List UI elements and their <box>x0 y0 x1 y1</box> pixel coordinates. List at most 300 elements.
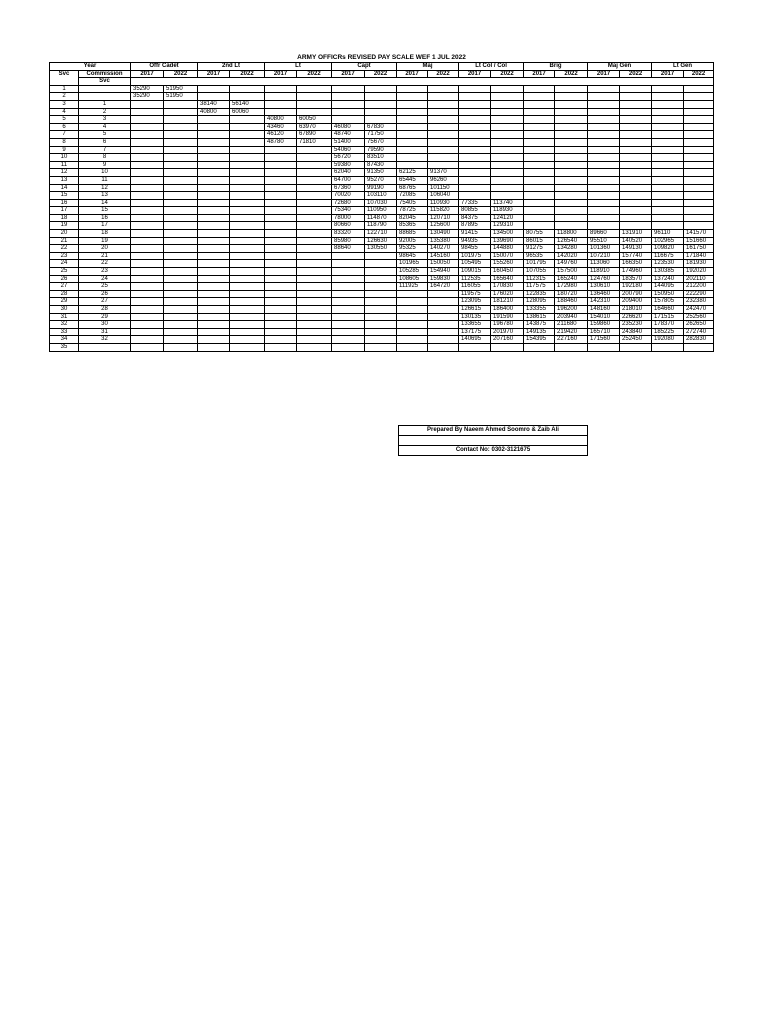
pay-cell <box>164 138 198 146</box>
pay-cell <box>684 146 714 154</box>
pay-cell <box>164 321 198 329</box>
pay-cell: 138615 <box>524 313 555 321</box>
pay-cell <box>588 93 620 101</box>
pay-cell <box>198 306 230 314</box>
pay-cell <box>230 169 265 177</box>
pay-cell <box>131 313 164 321</box>
commission-svc-cell: 5 <box>79 131 131 139</box>
pay-cell: 83510 <box>365 154 397 162</box>
header-commission: Commission <box>79 70 131 78</box>
pay-cell: 114870 <box>365 214 397 222</box>
pay-cell <box>491 176 524 184</box>
pay-cell: 232380 <box>684 298 714 306</box>
pay-cell <box>491 343 524 351</box>
pay-cell: 82045 <box>397 214 428 222</box>
pay-cell <box>428 343 459 351</box>
pay-cell <box>230 123 265 131</box>
pay-cell: 38140 <box>198 100 230 108</box>
header-year-2022: 2022 <box>164 70 198 78</box>
commission-svc-cell: 20 <box>79 245 131 253</box>
pay-cell <box>164 260 198 268</box>
pay-cell <box>620 207 652 215</box>
pay-cell <box>652 222 684 230</box>
table-row <box>50 298 714 306</box>
pay-cell <box>265 154 297 162</box>
pay-cell: 80755 <box>524 230 555 238</box>
pay-cell <box>198 207 230 215</box>
pay-cell: 212200 <box>684 283 714 291</box>
pay-cell <box>365 108 397 116</box>
pay-cell <box>198 260 230 268</box>
pay-cell <box>131 154 164 162</box>
pay-cell <box>230 328 265 336</box>
pay-cell: 209400 <box>620 298 652 306</box>
pay-cell <box>588 214 620 222</box>
header-rank-capt: Capt <box>332 63 397 71</box>
pay-cell: 181930 <box>684 260 714 268</box>
pay-cell: 91350 <box>365 169 397 177</box>
pay-cell <box>297 100 332 108</box>
pay-cell: 130610 <box>588 283 620 291</box>
pay-cell <box>365 93 397 101</box>
pay-cell: 118910 <box>588 268 620 276</box>
pay-cell: 87895 <box>459 222 491 230</box>
commission-svc-cell: 18 <box>79 230 131 238</box>
pay-cell: 171560 <box>588 336 620 344</box>
pay-cell <box>428 328 459 336</box>
commission-svc-cell: 6 <box>79 138 131 146</box>
pay-cell <box>332 336 365 344</box>
table-row <box>50 306 714 314</box>
pay-cell <box>397 100 428 108</box>
commission-svc-cell: 31 <box>79 328 131 336</box>
svc-cell: 27 <box>50 283 79 291</box>
pay-cell: 87430 <box>365 161 397 169</box>
pay-cell <box>297 154 332 162</box>
header-year-2017: 2017 <box>265 70 297 78</box>
pay-cell <box>555 154 588 162</box>
pay-cell <box>491 192 524 200</box>
header-rank-brig: Brig <box>524 63 588 71</box>
pay-cell: 171840 <box>684 252 714 260</box>
svc-cell: 10 <box>50 154 79 162</box>
pay-cell <box>198 328 230 336</box>
commission-svc-cell <box>79 85 131 93</box>
pay-cell <box>332 252 365 260</box>
pay-cell <box>684 161 714 169</box>
pay-cell: 71750 <box>365 131 397 139</box>
pay-cell <box>131 275 164 283</box>
pay-cell <box>332 108 365 116</box>
pay-cell <box>428 93 459 101</box>
svc-cell: 22 <box>50 245 79 253</box>
pay-cell <box>459 131 491 139</box>
pay-cell <box>164 222 198 230</box>
pay-cell <box>265 176 297 184</box>
pay-cell: 170830 <box>491 283 524 291</box>
pay-cell <box>428 85 459 93</box>
pay-cell: 134280 <box>555 245 588 253</box>
pay-cell <box>652 108 684 116</box>
commission-svc-cell: 11 <box>79 176 131 184</box>
pay-cell <box>524 116 555 124</box>
pay-cell <box>397 161 428 169</box>
pay-cell <box>459 146 491 154</box>
pay-cell <box>230 146 265 154</box>
pay-cell <box>459 100 491 108</box>
pay-cell: 242470 <box>684 306 714 314</box>
pay-cell: 150050 <box>428 260 459 268</box>
pay-cell <box>297 161 332 169</box>
pay-cell: 252450 <box>620 336 652 344</box>
pay-cell: 60050 <box>297 116 332 124</box>
pay-cell <box>198 336 230 344</box>
pay-cell <box>524 123 555 131</box>
table-row <box>50 169 714 177</box>
pay-cell <box>164 100 198 108</box>
pay-cell <box>230 245 265 253</box>
svc-cell: 13 <box>50 176 79 184</box>
pay-cell: 75340 <box>332 207 365 215</box>
header-year-2017: 2017 <box>332 70 365 78</box>
pay-cell: 67890 <box>297 131 332 139</box>
pay-cell <box>365 275 397 283</box>
commission-svc-cell: 19 <box>79 237 131 245</box>
pay-cell: 186400 <box>491 306 524 314</box>
pay-cell: 91415 <box>459 230 491 238</box>
table-row <box>50 275 714 283</box>
pay-cell <box>198 222 230 230</box>
svc-cell: 9 <box>50 146 79 154</box>
pay-cell <box>164 275 198 283</box>
header-year-2022: 2022 <box>365 70 397 78</box>
pay-cell <box>588 176 620 184</box>
pay-cell <box>620 199 652 207</box>
pay-cell <box>652 199 684 207</box>
pay-cell <box>198 313 230 321</box>
header-rank-maj-gen: Maj Gen <box>588 63 652 71</box>
pay-cell <box>524 214 555 222</box>
pay-cell <box>164 184 198 192</box>
pay-cell <box>365 116 397 124</box>
pay-cell <box>620 184 652 192</box>
pay-cell <box>652 161 684 169</box>
pay-cell: 91370 <box>428 169 459 177</box>
pay-cell <box>230 199 265 207</box>
pay-cell <box>428 313 459 321</box>
commission-svc-cell: 2 <box>79 108 131 116</box>
table-row <box>50 100 714 108</box>
pay-cell <box>131 176 164 184</box>
header-year-2022: 2022 <box>684 70 714 78</box>
pay-cell <box>332 283 365 291</box>
header-rank-lt-col-col: Lt Col / Col <box>459 63 524 71</box>
pay-cell <box>230 298 265 306</box>
pay-cell <box>297 199 332 207</box>
pay-cell: 107030 <box>365 199 397 207</box>
pay-cell: 72085 <box>397 192 428 200</box>
pay-cell: 188460 <box>555 298 588 306</box>
table-row <box>50 184 714 192</box>
pay-cell <box>365 268 397 276</box>
pay-cell: 202110 <box>684 275 714 283</box>
pay-cell <box>428 131 459 139</box>
pay-cell <box>164 306 198 314</box>
table-row <box>50 268 714 276</box>
pay-cell <box>131 184 164 192</box>
pay-cell: 59380 <box>332 161 365 169</box>
pay-cell <box>131 222 164 230</box>
pay-cell <box>588 192 620 200</box>
table-row <box>50 85 714 93</box>
pay-cell: 78725 <box>397 207 428 215</box>
pay-cell <box>555 146 588 154</box>
pay-cell: 117575 <box>524 283 555 291</box>
pay-cell <box>265 245 297 253</box>
pay-cell <box>524 192 555 200</box>
pay-cell <box>198 85 230 93</box>
pay-cell <box>684 207 714 215</box>
pay-cell: 118930 <box>491 207 524 215</box>
pay-cell: 149135 <box>524 328 555 336</box>
pay-cell <box>131 123 164 131</box>
pay-cell <box>164 146 198 154</box>
pay-cell <box>230 306 265 314</box>
pay-cell <box>428 116 459 124</box>
pay-cell <box>131 131 164 139</box>
pay-cell: 48740 <box>332 131 365 139</box>
pay-cell <box>620 343 652 351</box>
pay-cell <box>230 321 265 329</box>
commission-svc-cell: 8 <box>79 154 131 162</box>
pay-cell <box>491 184 524 192</box>
pay-cell: 122835 <box>524 290 555 298</box>
pay-cell: 161750 <box>684 245 714 253</box>
pay-cell <box>198 343 230 351</box>
pay-cell <box>265 85 297 93</box>
pay-cell: 77335 <box>459 199 491 207</box>
pay-cell <box>297 245 332 253</box>
pay-cell <box>620 176 652 184</box>
pay-cell <box>684 176 714 184</box>
pay-cell: 54060 <box>332 146 365 154</box>
pay-cell: 51950 <box>164 93 198 101</box>
pay-cell <box>365 328 397 336</box>
pay-cell <box>297 290 332 298</box>
pay-cell <box>131 343 164 351</box>
pay-cell <box>652 146 684 154</box>
pay-cell: 95510 <box>588 237 620 245</box>
pay-cell <box>524 343 555 351</box>
header-spacer <box>131 78 714 86</box>
pay-cell <box>428 146 459 154</box>
pay-cell <box>524 93 555 101</box>
pay-cell: 142310 <box>588 298 620 306</box>
pay-cell: 116055 <box>459 283 491 291</box>
svc-cell: 21 <box>50 237 79 245</box>
pay-cell: 154395 <box>524 336 555 344</box>
pay-cell <box>588 154 620 162</box>
pay-cell <box>265 328 297 336</box>
pay-cell <box>198 146 230 154</box>
pay-cell <box>332 328 365 336</box>
credit-box <box>398 425 588 456</box>
pay-cell <box>131 245 164 253</box>
pay-cell: 126540 <box>555 237 588 245</box>
pay-cell <box>491 146 524 154</box>
svc-cell: 15 <box>50 192 79 200</box>
pay-cell <box>164 245 198 253</box>
pay-cell <box>131 298 164 306</box>
pay-cell <box>524 85 555 93</box>
pay-cell: 139690 <box>491 237 524 245</box>
pay-cell <box>131 336 164 344</box>
pay-cell <box>397 343 428 351</box>
pay-cell <box>265 268 297 276</box>
pay-cell: 95270 <box>365 176 397 184</box>
commission-svc-cell: 17 <box>79 222 131 230</box>
pay-cell: 72680 <box>332 199 365 207</box>
pay-cell <box>524 154 555 162</box>
commission-svc-cell: 29 <box>79 313 131 321</box>
pay-cell: 123095 <box>459 298 491 306</box>
pay-cell <box>198 116 230 124</box>
pay-cell <box>652 192 684 200</box>
pay-cell <box>588 222 620 230</box>
pay-cell <box>164 290 198 298</box>
pay-cell <box>524 199 555 207</box>
pay-cell: 227160 <box>555 336 588 344</box>
table-row <box>50 230 714 238</box>
pay-cell <box>198 131 230 139</box>
pay-cell <box>230 85 265 93</box>
pay-cell <box>588 207 620 215</box>
pay-cell <box>652 176 684 184</box>
pay-cell: 124760 <box>588 275 620 283</box>
svc-cell: 23 <box>50 252 79 260</box>
pay-cell <box>620 169 652 177</box>
pay-cell <box>230 290 265 298</box>
pay-cell <box>198 214 230 222</box>
commission-svc-cell: 23 <box>79 268 131 276</box>
pay-cell <box>524 169 555 177</box>
pay-cell <box>428 306 459 314</box>
pay-cell <box>198 123 230 131</box>
pay-cell <box>397 306 428 314</box>
pay-cell <box>297 343 332 351</box>
pay-cell <box>684 343 714 351</box>
contact-number: Contact No: 0302-3121675 <box>399 446 588 456</box>
pay-cell <box>652 214 684 222</box>
pay-cell <box>620 116 652 124</box>
pay-cell <box>332 268 365 276</box>
pay-cell <box>459 138 491 146</box>
pay-cell: 99190 <box>365 184 397 192</box>
pay-cell <box>524 176 555 184</box>
pay-cell <box>524 222 555 230</box>
pay-cell <box>428 100 459 108</box>
svc-cell: 25 <box>50 268 79 276</box>
pay-cell <box>230 268 265 276</box>
pay-cell <box>397 85 428 93</box>
pay-cell: 111925 <box>397 283 428 291</box>
pay-cell: 141570 <box>684 230 714 238</box>
pay-cell <box>397 108 428 116</box>
pay-cell <box>588 343 620 351</box>
pay-cell <box>297 252 332 260</box>
pay-cell <box>365 85 397 93</box>
pay-cell: 116675 <box>652 252 684 260</box>
pay-cell <box>459 169 491 177</box>
pay-cell <box>459 116 491 124</box>
pay-cell <box>164 161 198 169</box>
header-year-2017: 2017 <box>459 70 491 78</box>
pay-cell <box>620 214 652 222</box>
pay-cell <box>131 252 164 260</box>
svc-cell: 30 <box>50 306 79 314</box>
pay-cell <box>198 321 230 329</box>
pay-cell <box>365 252 397 260</box>
pay-cell <box>265 313 297 321</box>
pay-cell: 60060 <box>230 108 265 116</box>
pay-cell <box>491 116 524 124</box>
svc-cell: 26 <box>50 275 79 283</box>
pay-cell <box>198 93 230 101</box>
pay-cell: 67360 <box>332 184 365 192</box>
pay-cell: 157805 <box>652 298 684 306</box>
pay-cell <box>265 275 297 283</box>
table-row <box>50 290 714 298</box>
commission-svc-cell: 10 <box>79 169 131 177</box>
pay-cell <box>588 169 620 177</box>
pay-cell: 98455 <box>459 245 491 253</box>
pay-cell <box>164 131 198 139</box>
pay-cell <box>198 138 230 146</box>
table-row <box>50 313 714 321</box>
pay-cell <box>459 343 491 351</box>
pay-cell: 130135 <box>459 313 491 321</box>
header-year-2022: 2022 <box>555 70 588 78</box>
pay-cell <box>684 131 714 139</box>
commission-svc-cell: 32 <box>79 336 131 344</box>
pay-cell: 113740 <box>491 199 524 207</box>
pay-cell: 150950 <box>652 290 684 298</box>
pay-scale-table <box>49 62 714 352</box>
pay-cell: 102965 <box>652 237 684 245</box>
pay-cell <box>265 321 297 329</box>
commission-svc-cell: 4 <box>79 123 131 131</box>
pay-cell <box>164 116 198 124</box>
pay-cell <box>131 161 164 169</box>
commission-svc-cell: 9 <box>79 161 131 169</box>
pay-cell <box>164 207 198 215</box>
pay-cell: 135380 <box>428 237 459 245</box>
pay-cell <box>555 199 588 207</box>
pay-cell <box>198 184 230 192</box>
pay-cell <box>164 108 198 116</box>
pay-cell: 108605 <box>397 275 428 283</box>
pay-cell <box>230 260 265 268</box>
pay-cell <box>652 207 684 215</box>
pay-cell: 262650 <box>684 321 714 329</box>
pay-cell: 145160 <box>428 252 459 260</box>
pay-cell <box>164 176 198 184</box>
pay-cell <box>459 108 491 116</box>
pay-cell: 140520 <box>620 237 652 245</box>
pay-cell: 86015 <box>524 237 555 245</box>
pay-cell <box>684 100 714 108</box>
pay-cell: 130385 <box>652 268 684 276</box>
